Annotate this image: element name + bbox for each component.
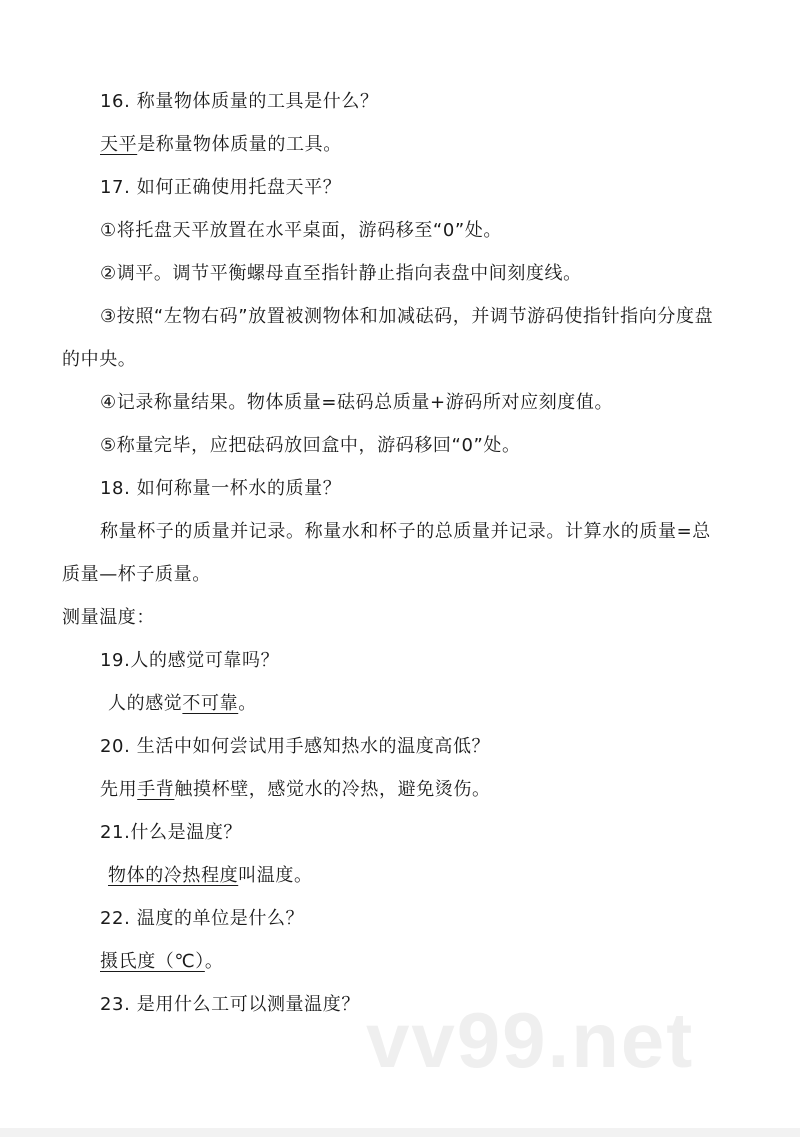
text-segment: 质量—杯子质量。 xyxy=(62,564,211,585)
text-segment: 人的感觉 xyxy=(108,693,183,714)
question-17 xyxy=(100,176,341,200)
text-segment: 是称量物体质量的工具。 xyxy=(137,134,342,155)
text-segment: ⑤称量完毕，应把砝码放回盒中，游码移回“0”处。 xyxy=(100,435,521,456)
underlined-answer-text: 不可靠 xyxy=(182,693,239,714)
answer-18 xyxy=(100,520,711,544)
text-segment: 23. 是用什么工可以测量温度？ xyxy=(100,994,360,1015)
text-segment: 叫温度。 xyxy=(238,865,313,886)
question-22 xyxy=(100,907,304,931)
page-bottom-edge xyxy=(0,1128,800,1137)
text-segment: 21.什么是温度？ xyxy=(100,822,243,843)
answer-22 xyxy=(100,950,223,974)
text-segment: 测量温度： xyxy=(62,607,155,628)
text-segment: ②调平。调节平衡螺母直至指针静止指向表盘中间刻度线。 xyxy=(100,263,582,284)
answer-21 xyxy=(108,864,313,888)
text-segment: 。 xyxy=(238,693,257,714)
answer-17-step-5 xyxy=(100,434,521,458)
text-segment: ①将托盘天平放置在水平桌面，游码移至“0”处。 xyxy=(100,220,503,241)
answer-17-step-1 xyxy=(100,219,502,243)
question-16 xyxy=(100,90,379,114)
text-segment: ③按照“左物右码”放置被测物体和加减砝码，并调节游码使指针指向分度盘 xyxy=(100,306,714,327)
answer-20 xyxy=(100,778,491,802)
text-segment: ④记录称量结果。物体质量=砝码总质量+游码所对应刻度值。 xyxy=(100,392,614,413)
underlined-answer-text: 天平 xyxy=(100,134,138,155)
underlined-answer-text: 手背 xyxy=(137,779,175,800)
text-segment: 22. 温度的单位是什么？ xyxy=(100,908,305,929)
section-heading-temperature xyxy=(62,606,155,630)
text-segment: 20. 生活中如何尝试用手感知热水的温度高低？ xyxy=(100,736,491,757)
text-segment: 先用 xyxy=(100,779,138,800)
question-20 xyxy=(100,735,490,759)
answer-17-step-4 xyxy=(100,391,613,415)
text-segment: 的中央。 xyxy=(62,349,137,370)
answer-17-step-3 xyxy=(100,305,713,329)
underlined-answer-text: 物体的冷热程度 xyxy=(108,865,239,886)
text-segment: 16. 称量物体质量的工具是什么？ xyxy=(100,91,379,112)
answer-16 xyxy=(100,133,342,157)
text-segment: 19.人的感觉可靠吗？ xyxy=(100,650,280,671)
text-segment: 18. 如何称量一杯水的质量？ xyxy=(100,478,342,499)
question-21 xyxy=(100,821,242,845)
underlined-answer-text: 摄氏度（℃） xyxy=(100,951,205,972)
question-23 xyxy=(100,993,360,1017)
question-18 xyxy=(100,477,341,501)
answer-17-step-3-cont xyxy=(62,348,136,372)
text-segment: 。 xyxy=(204,951,224,972)
answer-19 xyxy=(108,692,257,716)
text-segment: 触摸杯壁，感觉水的冷热，避免烫伤。 xyxy=(174,779,491,800)
watermark-text: vv99.net xyxy=(366,996,695,1084)
answer-17-step-2 xyxy=(100,262,582,286)
text-segment: 17. 如何正确使用托盘天平？ xyxy=(100,177,342,198)
text-segment: 称量杯子的质量并记录。称量水和杯子的总质量并记录。计算水的质量=总 xyxy=(100,521,711,542)
answer-18-cont xyxy=(62,563,211,587)
question-19 xyxy=(100,649,279,673)
